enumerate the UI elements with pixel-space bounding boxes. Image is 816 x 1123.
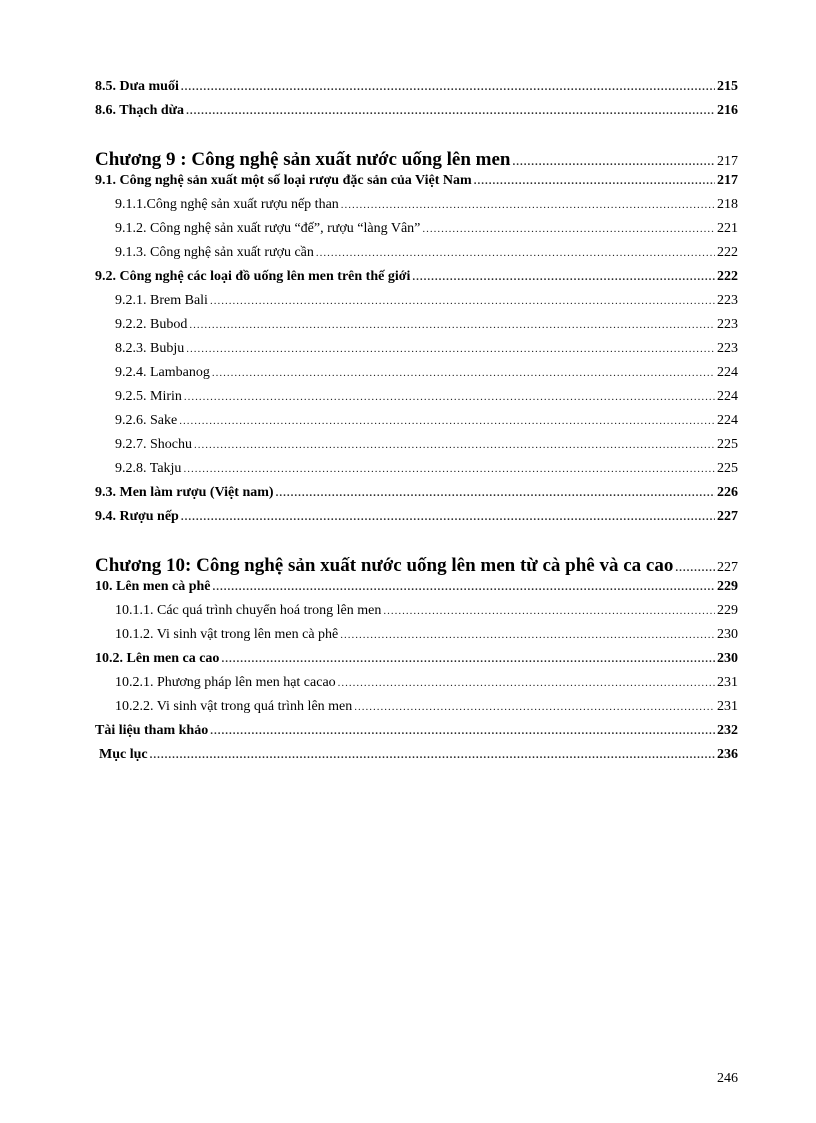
toc-entry-label: Chương 10: Công nghệ sản xuất nước uống lên men từ cà phê và ca cao [95, 555, 674, 576]
toc-entry-page: 217 [717, 154, 738, 169]
toc-entry-page: 227 [717, 509, 738, 524]
toc-entry-page: 225 [717, 437, 738, 452]
toc-entry [95, 627, 738, 651]
toc-leader-dots [422, 223, 715, 235]
toc-entry-label: 8.5. Dưa muối [95, 79, 179, 94]
toc-entry [95, 413, 738, 437]
toc-leader-dots [189, 319, 715, 331]
toc-leader-dots [338, 677, 715, 689]
table-of-contents [95, 79, 738, 771]
toc-entry [95, 699, 738, 723]
toc-entry-label: 9.3. Men làm rượu (Việt nam) [95, 485, 274, 500]
toc-entry-label: 9.2.2. Bubod [115, 317, 188, 332]
toc-entry [95, 603, 738, 627]
toc-entry-label: 10.2. Lên men ca cao [95, 651, 220, 666]
toc-entry-label: 9.1.3. Công nghệ sản xuất rượu cần [115, 245, 314, 260]
toc-leader-dots [212, 367, 715, 379]
toc-leader-dots [354, 701, 715, 713]
toc-entry [95, 437, 738, 461]
toc-entry-page: 227 [717, 560, 738, 575]
toc-entry [95, 197, 738, 221]
toc-entry-page: 230 [717, 651, 738, 666]
toc-entry [95, 341, 738, 365]
toc-entry-label: Tài liệu tham khảo [95, 723, 209, 738]
toc-entry [95, 79, 738, 103]
toc-leader-dots [412, 271, 715, 283]
toc-entry [95, 173, 738, 197]
toc-entry [95, 365, 738, 389]
toc-entry-page: 232 [717, 723, 738, 738]
toc-entry-page: 221 [717, 221, 738, 236]
toc-entry-label: 9.1.1.Công nghệ sản xuất rượu nếp than [115, 197, 339, 212]
toc-entry-page: 224 [717, 389, 738, 404]
toc-entry-label: 9.4. Rượu nếp [95, 509, 179, 524]
toc-entry [95, 485, 738, 509]
toc-entry [95, 553, 738, 579]
toc-entry [95, 147, 738, 173]
toc-entry-page: 217 [717, 173, 738, 188]
toc-entry-page: 229 [717, 603, 738, 618]
toc-leader-dots [179, 415, 715, 427]
toc-entry-page: 223 [717, 341, 738, 356]
toc-leader-dots [186, 343, 715, 355]
toc-leader-dots [474, 175, 715, 187]
toc-entry-label: 8.2.3. Bubju [115, 341, 185, 356]
toc-leader-dots [383, 605, 715, 617]
toc-entry-page: 224 [717, 365, 738, 380]
toc-entry [95, 317, 738, 341]
toc-entry-label: Mục lục [99, 747, 148, 762]
toc-entry-page: 231 [717, 699, 738, 714]
toc-entry-page: 225 [717, 461, 738, 476]
toc-entry-page: 226 [717, 485, 738, 500]
toc-entry-label: 9.2.8. Takju [115, 461, 182, 476]
toc-leader-dots [341, 199, 715, 211]
toc-entry-page: 215 [717, 79, 738, 94]
toc-entry-page: 230 [717, 627, 738, 642]
toc-leader-dots [675, 555, 715, 581]
toc-leader-dots [221, 653, 715, 665]
toc-entry-label: 9.2.6. Sake [115, 413, 178, 428]
toc-entry-label: 10. Lên men cà phê [95, 579, 211, 594]
toc-entry [95, 389, 738, 413]
toc-entry-page: 236 [717, 747, 738, 762]
toc-leader-dots [276, 487, 715, 499]
toc-entry-page: 222 [717, 269, 738, 284]
toc-entry-label: 8.6. Thạch dừa [95, 103, 185, 118]
toc-entry-page: 229 [717, 579, 738, 594]
toc-entry [95, 221, 738, 245]
toc-entry-label: 10.2.2. Vi sinh vật trong quá trình lên men [115, 699, 353, 714]
toc-entry [95, 651, 738, 675]
toc-entry-label: 10.1.2. Vi sinh vật trong lên men cà phê [115, 627, 339, 642]
toc-leader-dots [181, 511, 715, 523]
toc-entry-label: Chương 9 : Công nghệ sản xuất nước uống lên men [95, 149, 511, 170]
toc-entry-label: 9.2.7. Shochu [115, 437, 192, 452]
page-number: 246 [717, 1071, 738, 1086]
toc-entry [95, 293, 738, 317]
toc-leader-dots [210, 725, 715, 737]
toc-leader-dots [213, 581, 716, 593]
toc-entry-label: 9.2.4. Lambanog [115, 365, 210, 380]
toc-entry-label: 9.1. Công nghệ sản xuất một số loại rượu đặc sản của Việt Nam [95, 173, 472, 188]
toc-entry-label: 10.1.1. Các quá trình chuyển hoá trong lên men [115, 603, 382, 618]
toc-entry [95, 747, 738, 771]
toc-entry-page: 223 [717, 293, 738, 308]
toc-entry [95, 509, 738, 533]
toc-leader-dots [186, 105, 715, 117]
toc-entry [95, 103, 738, 127]
toc-entry-label: 9.2.5. Mirin [115, 389, 182, 404]
toc-leader-dots [210, 295, 715, 307]
toc-entry-page: 218 [717, 197, 738, 212]
toc-entry [95, 675, 738, 699]
toc-entry-page: 216 [717, 103, 738, 118]
toc-entry [95, 461, 738, 485]
toc-entry-page: 222 [717, 245, 738, 260]
toc-leader-dots [183, 463, 715, 475]
toc-entry-page: 223 [717, 317, 738, 332]
toc-entry-label: 9.2. Công nghệ các loại đồ uống lên men trên thế giới [95, 269, 411, 284]
toc-entry [95, 579, 738, 603]
toc-entry-label: 10.2.1. Phương pháp lên men hạt cacao [115, 675, 336, 690]
toc-leader-dots [150, 749, 715, 761]
toc-leader-dots [181, 81, 715, 93]
toc-entry-label: 9.2.1. Brem Bali [115, 293, 208, 308]
toc-leader-dots [316, 247, 715, 259]
toc-leader-dots [184, 391, 715, 403]
toc-entry-page: 231 [717, 675, 738, 690]
toc-entry [95, 723, 738, 747]
toc-entry [95, 245, 738, 269]
toc-entry-page: 224 [717, 413, 738, 428]
toc-leader-dots [512, 149, 715, 175]
toc-entry [95, 269, 738, 293]
toc-leader-dots [194, 439, 715, 451]
toc-entry-label: 9.1.2. Công nghệ sản xuất rượu “đế”, rượu “làng Vân” [115, 221, 421, 236]
toc-leader-dots [340, 629, 715, 641]
